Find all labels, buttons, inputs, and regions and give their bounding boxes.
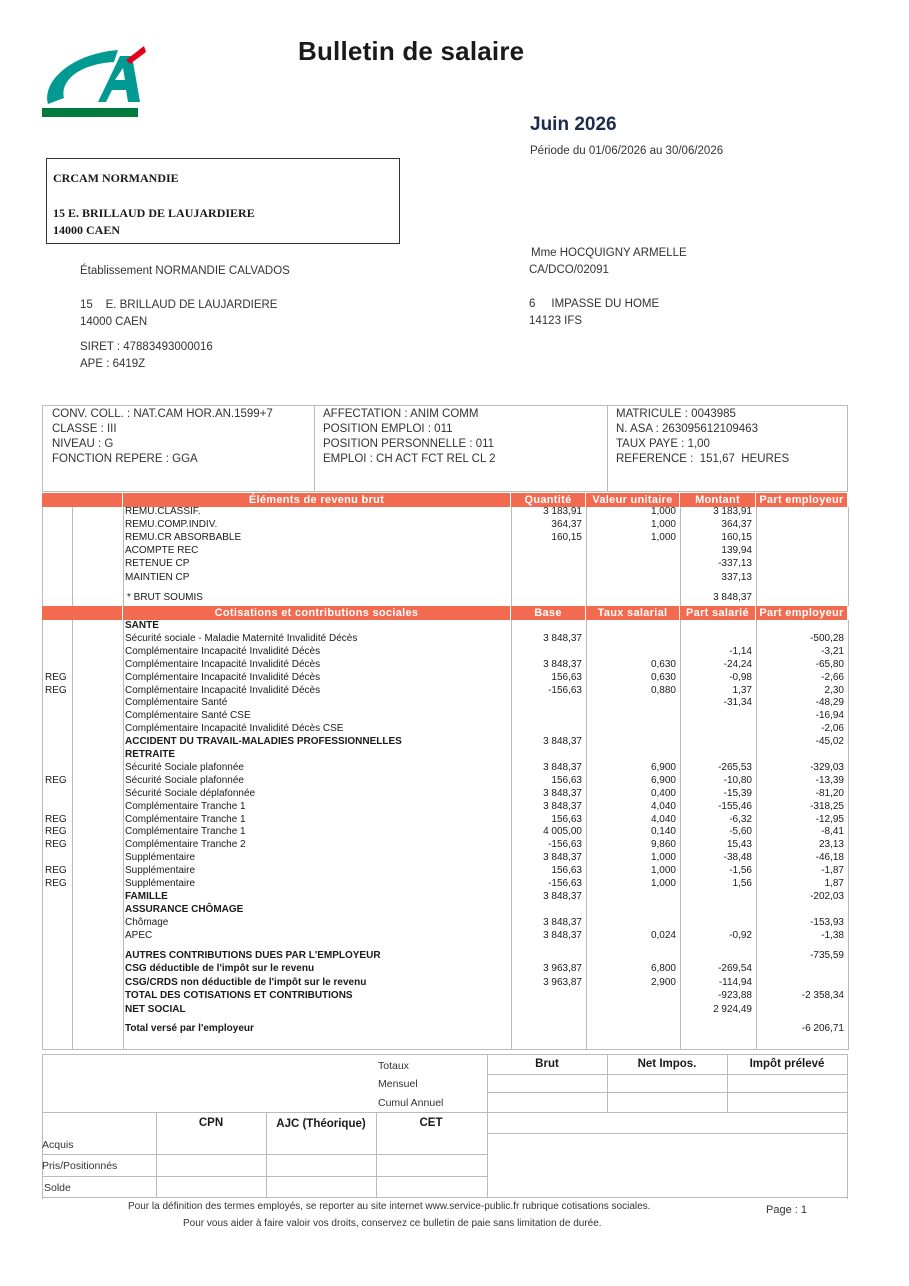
contrib-label: Sécurité Sociale plafonnée (125, 761, 244, 773)
contrib-employer: 2,30 (824, 684, 844, 696)
contrib-employer: -1,87 (821, 865, 844, 877)
contrib-employee: -923,88 (718, 990, 752, 1002)
divider (72, 620, 73, 1050)
divider (42, 507, 43, 606)
siret: SIRET : 47883493000016 (80, 341, 213, 353)
contrib-employee: -0,98 (729, 671, 752, 683)
contrib-label: Complémentaire Incapacité Invalidité Décès (125, 645, 321, 657)
contrib-employee: -1,14 (729, 645, 752, 657)
divider (756, 507, 757, 606)
contrib-label: Sécurité Sociale plafonnée (125, 774, 244, 786)
monthly-label: Mensuel (378, 1078, 418, 1090)
employer-name: CRCAM NORMANDIE (53, 171, 179, 185)
contrib-base: 156,63 (551, 671, 582, 683)
ape: APE : 6419Z (80, 358, 146, 370)
info-niveau: NIVEAU : G (52, 438, 114, 450)
footer-line1: Pour la définition des termes employés, se reporter au site internet www.service-public.fr rubrique cotisations sociales. (128, 1201, 651, 1212)
divider (848, 620, 849, 1050)
contrib-label: CSG/CRDS non déductible de l'impôt sur le revenu (125, 976, 367, 988)
contrib-employee: 1,37 (732, 684, 752, 696)
contrib-employer: -16,94 (815, 710, 844, 722)
contrib-label: Sécurité Sociale déplafonnée (125, 787, 256, 799)
contrib-employee: -24,24 (723, 658, 752, 670)
footer-line2: Pour vous aider à faire valoir vos droits, conservez ce bulletin de paie sans limitation de durée. (183, 1218, 602, 1229)
contrib-label: FAMILLE (125, 890, 168, 902)
contrib-employer: -500,28 (810, 632, 844, 644)
contrib-employer: -318,25 (810, 800, 844, 812)
info-asa: N. ASA : 263095612109463 (616, 423, 758, 435)
contrib-header-cell: Taux salarial (586, 606, 679, 620)
contrib-employer: -2,06 (821, 723, 844, 735)
cpn-header: CPN (198, 1117, 224, 1129)
gross-label: REMU.CR ABSORBABLE (125, 532, 242, 544)
info-matricule: MATRICULE : 0043985 (616, 408, 736, 420)
reg-code: REG (45, 826, 67, 838)
contrib-rate: 1,000 (650, 852, 676, 864)
gross-label: RETENUE CP (125, 558, 190, 570)
contrib-rate: 0,880 (650, 684, 676, 696)
contrib-rate: 4,040 (650, 813, 676, 825)
solde-label: Solde (44, 1182, 71, 1194)
divider (42, 1049, 849, 1050)
contrib-label: AUTRES CONTRIBUTIONS DUES PAR L'EMPLOYEUR (125, 950, 381, 961)
gross-header-cell: Éléments de revenu brut (123, 493, 510, 507)
contrib-label: CSG déductible de l'impôt sur le revenu (125, 963, 315, 975)
contrib-label: Complémentaire Tranche 1 (125, 813, 246, 825)
annual-label: Cumul Annuel (378, 1097, 444, 1109)
contrib-label: ACCIDENT DU TRAVAIL-MALADIES PROFESSIONNELLES (125, 736, 402, 748)
contrib-employer: -202,03 (810, 890, 844, 902)
contrib-header-cell: Base (511, 606, 585, 620)
acquis-label: Acquis (42, 1139, 74, 1151)
gross-header-cell (42, 493, 122, 507)
pay-month: Juin 2026 (530, 114, 617, 135)
contrib-employer: -153,93 (810, 916, 844, 928)
gross-qty: 160,15 (551, 532, 582, 544)
contrib-employee: 15,43 (726, 839, 752, 851)
employee-address1: 6 IMPASSE DU HOME (529, 298, 660, 310)
contrib-employer: -45,02 (815, 736, 844, 748)
establishment-name: Établissement NORMANDIE CALVADOS (80, 265, 290, 277)
contrib-base: 3 963,87 (543, 963, 582, 975)
contrib-base: 3 848,37 (543, 800, 582, 812)
contrib-employer: -12,95 (815, 813, 844, 825)
contrib-label: RETRAITE (125, 749, 175, 760)
contrib-label: Chômage (125, 916, 169, 928)
contrib-label: Complémentaire Incapacité Invalidité Décès (125, 671, 321, 683)
contrib-employee: -0,92 (729, 929, 752, 941)
contrib-rate: 0,024 (650, 929, 676, 941)
contrib-label: Complémentaire Incapacité Invalidité Décès (125, 684, 321, 696)
contrib-rate: 9,860 (650, 839, 676, 851)
contrib-base: -156,63 (548, 878, 582, 889)
gross-header-cell: Part employeur (756, 493, 847, 507)
gross-amount: 3 183,91 (713, 506, 752, 517)
contrib-employer: -13,39 (815, 774, 844, 786)
cet-header: CET (419, 1117, 443, 1129)
contrib-header-cell (42, 606, 122, 620)
gross-amount: 139,94 (721, 545, 752, 557)
pris-label: Pris/Positionnés (42, 1160, 118, 1172)
reg-code: REG (45, 671, 67, 683)
reg-code: REG (45, 878, 67, 889)
contrib-label: Complémentaire Santé (125, 697, 228, 709)
contrib-base: 3 848,37 (543, 658, 582, 670)
contrib-label: APEC (125, 929, 153, 941)
contrib-label: Complémentaire Tranche 1 (125, 800, 246, 812)
contrib-label: Supplémentaire (125, 852, 196, 864)
gross-label: REMU.CLASSIF. (125, 506, 201, 517)
gross-total-amount: 3 848,37 (713, 592, 752, 603)
contrib-employer: -46,18 (815, 852, 844, 864)
gross-amount: -337,13 (718, 558, 752, 570)
establishment-address1: 15 E. BRILLAUD DE LAUJARDIERE (80, 299, 278, 311)
gross-unit: 1,000 (650, 506, 676, 517)
ajc-header: AJC (Théorique) (276, 1118, 366, 1130)
reg-code: REG (45, 684, 67, 696)
contrib-employer: 1,87 (824, 878, 844, 889)
contrib-employer: -1,38 (821, 929, 844, 941)
contrib-label: Complémentaire Tranche 1 (125, 826, 246, 838)
employer-total-amount: -6 206,71 (801, 1023, 844, 1034)
contrib-label: Supplémentaire (125, 865, 196, 877)
contrib-label: SANTE (125, 620, 159, 631)
contrib-employee: -114,94 (718, 976, 752, 988)
info-affectation: AFFECTATION : ANIM COMM (323, 408, 479, 420)
employer-address-line1: 15 E. BRILLAUD DE LAUJARDIERE (53, 206, 255, 220)
contrib-base: 3 848,37 (543, 852, 582, 864)
reg-code: REG (45, 865, 67, 877)
contrib-employer: -2 358,34 (801, 990, 844, 1002)
contrib-label: Complémentaire Incapacité Invalidité Décès (125, 658, 321, 670)
divider (123, 507, 124, 606)
contrib-rate: 1,000 (650, 878, 676, 889)
gross-unit: 1,000 (650, 532, 676, 544)
employee-code: CA/DCO/02091 (529, 264, 609, 276)
employee-address2: 14123 IFS (529, 315, 583, 327)
gross-qty: 364,37 (551, 519, 582, 531)
contrib-employer: -65,80 (815, 658, 844, 670)
contrib-label: TOTAL DES COTISATIONS ET CONTRIBUTIONS (125, 990, 353, 1002)
contrib-base: -156,63 (548, 684, 582, 696)
contrib-label: Complémentaire Santé CSE (125, 710, 251, 722)
contrib-base: 3 848,37 (543, 929, 582, 941)
totals-section (42, 1054, 848, 1114)
info-position-emploi: POSITION EMPLOI : 011 (323, 423, 453, 435)
info-position-personnelle: POSITION PERSONNELLE : 011 (323, 438, 495, 450)
contrib-employee: -10,80 (723, 774, 752, 786)
page-number: Page : 1 (766, 1204, 807, 1216)
contrib-rate: 0,400 (650, 787, 676, 799)
impot-preleve-header: Impôt prélevé (749, 1058, 825, 1070)
gross-label: REMU.COMP.INDIV. (125, 519, 218, 531)
contrib-employee: -155,46 (718, 800, 752, 812)
divider (42, 1154, 487, 1155)
gross-amount: 337,13 (721, 571, 752, 583)
employer-total-label: Total versé par l'employeur (125, 1023, 254, 1034)
contrib-base: 3 848,37 (543, 632, 582, 644)
document-title: Bulletin de salaire (298, 36, 525, 66)
totals-label: Totaux (378, 1060, 409, 1072)
contrib-employee: -6,32 (729, 813, 752, 825)
net-impos-header: Net Impos. (637, 1058, 697, 1070)
contrib-rate: 6,900 (650, 761, 676, 773)
contrib-base: 3 848,37 (543, 736, 582, 748)
contrib-rate: 0,140 (650, 826, 676, 838)
divider (42, 620, 43, 1050)
contrib-rate: 0,630 (650, 658, 676, 670)
contrib-base: 4 005,00 (543, 826, 582, 838)
contrib-employee: -269,54 (718, 963, 752, 975)
contrib-rate: 6,800 (650, 963, 676, 975)
reg-code: REG (45, 774, 67, 786)
info-fonction: FONCTION REPERE : GGA (52, 453, 198, 465)
contrib-header-cell: Part salarié (680, 606, 755, 620)
contrib-base: 3 963,87 (543, 976, 582, 988)
reg-code: REG (45, 813, 67, 825)
divider (487, 1112, 488, 1198)
gross-header-cell: Quantité (511, 493, 585, 507)
contrib-label: Complémentaire Tranche 2 (125, 839, 246, 851)
contrib-employer: -48,29 (815, 697, 844, 709)
contrib-employer: -8,41 (821, 826, 844, 838)
leave-section (42, 1112, 848, 1198)
contrib-header-cell: Cotisations et contributions sociales (123, 606, 510, 620)
contrib-employer: -735,59 (810, 950, 844, 961)
info-emploi: EMPLOI : CH ACT FCT REL CL 2 (323, 453, 496, 465)
contrib-employee: -31,34 (723, 697, 752, 709)
contrib-employer: -2,66 (821, 671, 844, 683)
contrib-rate: 1,000 (650, 865, 676, 877)
contrib-base: 3 848,37 (543, 890, 582, 902)
divider (487, 1092, 848, 1093)
brut-header: Brut (535, 1058, 559, 1070)
contrib-employee: 2 924,49 (713, 1003, 752, 1015)
contrib-employee: -15,39 (723, 787, 752, 799)
gross-unit: 1,000 (650, 519, 676, 531)
contrib-base: 3 848,37 (543, 761, 582, 773)
contrib-rate: 4,040 (650, 800, 676, 812)
info-reference: REFERENCE : 151,67 HEURES (616, 453, 790, 465)
gross-label: MAINTIEN CP (125, 571, 190, 583)
gross-label: ACOMPTE REC (125, 545, 199, 557)
contrib-employer: -329,03 (810, 761, 844, 773)
contrib-base: 156,63 (551, 865, 582, 877)
contrib-label: ASSURANCE CHÔMAGE (125, 903, 244, 915)
pay-period: Période du 01/06/2026 au 30/06/2026 (530, 145, 724, 157)
establishment-address2: 14000 CAEN (80, 316, 148, 328)
contrib-employer: -3,21 (821, 645, 844, 657)
contrib-employee: -1,56 (729, 865, 752, 877)
contrib-employer: 23,13 (818, 839, 844, 851)
contrib-rate: 6,900 (650, 774, 676, 786)
gross-total-label: * BRUT SOUMIS (127, 592, 203, 603)
gross-amount: 160,15 (721, 532, 752, 544)
gross-amount: 364,37 (721, 519, 752, 531)
divider (848, 507, 849, 606)
contrib-rate: 2,900 (650, 976, 676, 988)
gross-header-cell: Montant (680, 493, 755, 507)
contrib-employee: 1,56 (732, 878, 752, 889)
contrib-base: -156,63 (548, 839, 582, 851)
contrib-label: NET SOCIAL (125, 1003, 186, 1015)
contrib-header-cell: Part employeur (756, 606, 847, 620)
contrib-employee: -5,60 (729, 826, 752, 838)
gross-qty: 3 183,91 (543, 506, 582, 517)
contrib-base: 156,63 (551, 813, 582, 825)
divider (42, 1197, 848, 1198)
info-classe: CLASSE : III (52, 423, 117, 435)
contrib-base: 3 848,37 (543, 787, 582, 799)
contrib-base: 156,63 (551, 774, 582, 786)
divider (487, 1133, 848, 1134)
info-convention: CONV. COLL. : NAT.CAM HOR.AN.1599+7 (52, 408, 273, 420)
contrib-rate: 0,630 (650, 671, 676, 683)
contrib-employer: -81,20 (815, 787, 844, 799)
divider (42, 1176, 487, 1177)
contrib-employee: -38,48 (723, 852, 752, 864)
gross-header-cell: Valeur unitaire (586, 493, 679, 507)
divider (123, 620, 124, 1050)
divider (72, 507, 73, 606)
employer-address-line2: 14000 CAEN (53, 223, 121, 237)
info-taux-paye: TAUX PAYE : 1,00 (616, 438, 710, 450)
contrib-label: Supplémentaire (125, 878, 196, 889)
contrib-employee: -265,53 (718, 761, 752, 773)
reg-code: REG (45, 839, 67, 851)
divider (487, 1074, 848, 1075)
contrib-label: Complémentaire Incapacité Invalidité Décès CSE (125, 723, 344, 735)
contrib-label: Sécurité sociale - Maladie Maternité Invalidité Décès (125, 632, 358, 644)
employee-name: Mme HOCQUIGNY ARMELLE (531, 247, 687, 259)
contrib-base: 3 848,37 (543, 916, 582, 928)
